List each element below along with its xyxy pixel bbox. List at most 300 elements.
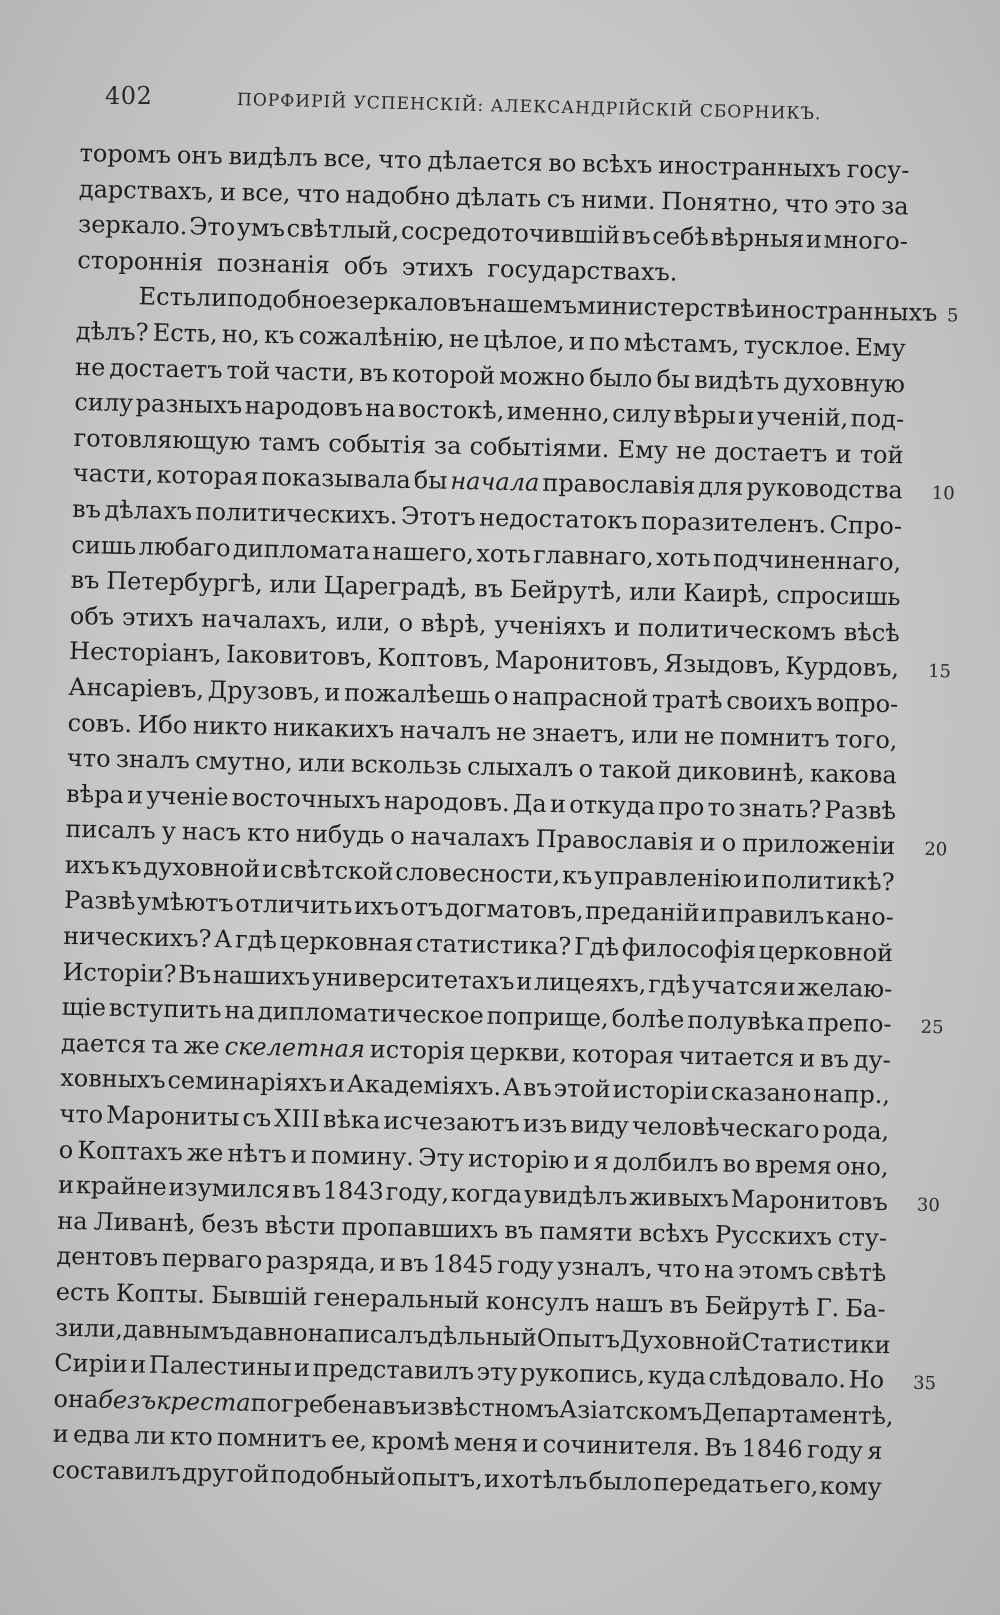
word: не	[683, 721, 715, 750]
word: себѣ	[652, 222, 710, 252]
word: ду-	[853, 1045, 892, 1075]
word: цѣлое,	[483, 325, 566, 356]
word: достаетъ	[109, 353, 223, 384]
word: познанія	[216, 248, 331, 280]
word: началахъ,	[201, 604, 329, 636]
word: политическомъ	[637, 613, 837, 646]
word: сосредоточившій	[400, 216, 621, 250]
word: учатся	[691, 970, 779, 1001]
word: хоть	[476, 538, 532, 569]
word: совъ.	[67, 708, 133, 738]
word: время	[754, 1149, 833, 1180]
word: объ	[69, 601, 115, 631]
word: своихъ	[726, 686, 813, 717]
word: начала	[450, 467, 540, 498]
word: видѣть	[693, 365, 780, 396]
word: достаетъ	[714, 437, 828, 468]
word: кано-	[825, 902, 895, 932]
word: поприще,	[486, 1001, 609, 1033]
word: вѣры	[673, 400, 737, 430]
word: исторію	[467, 1143, 570, 1175]
word: за	[880, 191, 909, 220]
word: дипломатическое	[257, 997, 485, 1030]
word: Спро-	[829, 510, 903, 541]
word: безъ	[201, 1209, 259, 1239]
word: вскользь	[350, 749, 463, 781]
word: 1843	[322, 1176, 385, 1206]
word: ническихъ?	[62, 921, 212, 953]
word: всѣхъ	[581, 149, 653, 179]
word: вѣсѣ	[843, 617, 901, 647]
word: вѣсти	[264, 1210, 336, 1241]
word: Курдовъ,	[785, 652, 900, 683]
word: Ансаріевъ,	[68, 672, 205, 704]
word: нашихъ	[212, 960, 311, 991]
word: свѣтлый,	[286, 214, 400, 245]
word: А	[502, 1073, 522, 1102]
word: слѣдовало.	[708, 1362, 847, 1394]
word: напр.,	[812, 1080, 891, 1110]
word: Исторіи?	[62, 957, 177, 988]
word: именно,	[506, 397, 611, 428]
word: и	[57, 1170, 75, 1200]
word: на	[224, 996, 256, 1026]
word: Да	[512, 788, 548, 818]
word: объ	[343, 251, 389, 281]
word: о	[58, 1135, 74, 1164]
word: руководства	[746, 473, 903, 505]
page-number: 402	[105, 82, 153, 110]
word: не	[448, 324, 480, 354]
word: дается	[60, 1028, 147, 1059]
word: рукопись,	[519, 1358, 646, 1390]
word: Это	[188, 212, 236, 242]
word: Ливанѣ,	[93, 1207, 196, 1238]
word: Бейрутѣ,	[509, 575, 623, 606]
word: дарствахъ,	[78, 174, 215, 206]
word: диковинѣ,	[676, 756, 806, 788]
word: перваго	[161, 1244, 263, 1275]
word: написалъ	[307, 1318, 429, 1350]
word: показывала	[261, 463, 412, 495]
word: ученіяхъ	[494, 610, 607, 641]
word: и	[573, 1146, 590, 1175]
line-number: 35	[912, 1372, 937, 1395]
word: подобный	[270, 1460, 397, 1491]
word: на	[365, 394, 396, 423]
line-number: 30	[916, 1194, 941, 1217]
word: церковная	[279, 926, 414, 958]
word: опытъ,	[396, 1462, 484, 1493]
word: желаю-	[797, 972, 893, 1003]
word: крайне	[75, 1171, 168, 1202]
word: я	[867, 1437, 883, 1466]
word: Друзовъ,	[207, 675, 321, 707]
word: памяти	[538, 1216, 633, 1247]
word: не	[675, 436, 707, 465]
word: Маронитовъ	[730, 1185, 889, 1217]
word: приложеніи	[742, 829, 896, 861]
word: изъ	[522, 1109, 568, 1139]
word: разряда,	[265, 1246, 377, 1277]
word: оно,	[835, 1151, 889, 1181]
word: гдѣ	[647, 969, 691, 999]
word: и	[219, 177, 237, 206]
word: я	[593, 1146, 610, 1175]
word: Ибо	[137, 709, 188, 739]
word: и	[700, 899, 718, 928]
word: погребена	[250, 1388, 383, 1420]
word: тратѣ	[651, 685, 723, 715]
word: догматовъ,	[444, 894, 585, 926]
word: дѣлъ?	[75, 316, 149, 347]
word: недостатокъ	[478, 503, 638, 535]
word: ученій,	[756, 402, 849, 433]
word: о	[390, 821, 406, 851]
word: нашего,	[372, 536, 475, 567]
word: востокѣ,	[397, 394, 505, 426]
word: Православія	[535, 824, 694, 857]
word: под-	[850, 404, 905, 434]
word: стороннія	[77, 245, 204, 277]
body-text	[51, 136, 959, 1506]
word: дѣлахъ	[104, 495, 193, 526]
word: Г.	[815, 1293, 840, 1323]
word: тамъ	[258, 427, 321, 457]
word: и	[743, 864, 760, 894]
word: другой	[181, 1458, 270, 1489]
word: въ	[504, 1215, 534, 1245]
word: и	[522, 1429, 539, 1459]
word: и	[52, 1420, 70, 1449]
word: которая	[156, 461, 259, 492]
word: умѣютъ	[136, 887, 235, 918]
word: и	[798, 1044, 816, 1073]
word: этой	[553, 1074, 612, 1104]
word: куда	[647, 1361, 707, 1391]
word: она	[53, 1384, 99, 1414]
word: въ	[447, 289, 477, 318]
word: же	[183, 1031, 221, 1060]
word: щіе	[61, 993, 107, 1022]
word: Есть,	[152, 318, 218, 348]
word: Академіяхъ.	[346, 1070, 502, 1102]
word: было	[588, 363, 653, 393]
word: о	[493, 681, 509, 711]
word: передать	[652, 1468, 769, 1499]
word: отъ	[400, 893, 444, 923]
word: той	[226, 355, 271, 385]
word: нибудь	[295, 819, 385, 850]
word: напрасной	[512, 682, 649, 713]
word: въ	[70, 566, 100, 595]
word: все,	[241, 177, 291, 208]
word: ли	[134, 1421, 166, 1451]
word: спросишь	[776, 580, 901, 612]
word: или	[631, 720, 679, 750]
word: бы	[656, 364, 691, 394]
word: гдѣ	[234, 925, 278, 955]
word: исторіи	[612, 1075, 710, 1106]
word: креста	[155, 1386, 251, 1417]
word: пропавшихъ	[341, 1212, 499, 1244]
word: Цареградѣ,	[323, 571, 468, 603]
word: къ	[111, 851, 142, 881]
word: и	[130, 1350, 147, 1379]
word: сказано	[710, 1077, 812, 1108]
word: свѣтѣ	[816, 1258, 887, 1288]
word: зеркало.	[77, 210, 188, 241]
word: части,	[72, 459, 154, 489]
word: Статистики	[741, 1327, 891, 1359]
line-number: 20	[924, 839, 948, 861]
word: меня	[453, 1428, 519, 1458]
word: 1846	[741, 1434, 803, 1464]
word: нѣтъ	[227, 1138, 287, 1169]
word: за	[433, 431, 462, 460]
word: помнитъ	[719, 722, 830, 753]
word: правилъ	[718, 900, 825, 931]
word: на	[56, 1206, 88, 1236]
word: онъ	[176, 141, 223, 170]
word: бы	[413, 466, 448, 496]
word: Сиріи	[54, 1348, 128, 1379]
word: и	[261, 854, 279, 884]
word: году	[497, 1251, 554, 1281]
word: знаетъ,	[531, 718, 627, 749]
word: такой	[598, 755, 672, 785]
word: что	[59, 1099, 104, 1129]
word: Коптахъ	[77, 1135, 184, 1166]
word: и	[835, 439, 852, 468]
word: и	[515, 966, 533, 996]
word: иностранныхъ	[754, 295, 938, 328]
word: народовъ	[244, 391, 364, 423]
word: силу	[74, 388, 134, 418]
word: Каирѣ,	[683, 578, 770, 609]
word: о	[398, 608, 414, 637]
word: извѣстномъ	[410, 1391, 560, 1424]
word: видѣлъ	[228, 142, 319, 172]
word: словесности,	[395, 857, 561, 890]
word: церковной	[758, 936, 894, 968]
word: ихъ	[353, 892, 400, 922]
word: и	[699, 828, 716, 857]
word: и	[613, 613, 631, 642]
word: едва	[72, 1420, 131, 1450]
word: вѣра	[65, 779, 125, 809]
word: этихъ	[401, 252, 474, 283]
word: Есть	[138, 282, 197, 312]
word: что	[66, 743, 111, 773]
line-number: 10	[931, 483, 955, 505]
word: Въ	[177, 959, 212, 989]
word: и	[568, 327, 586, 356]
word: никто	[192, 710, 268, 741]
word: подобное	[226, 284, 347, 315]
word: насъ	[181, 817, 242, 847]
word: Гдѣ	[573, 932, 620, 962]
word: или	[297, 748, 346, 778]
word: Ему	[617, 435, 669, 465]
word: свѣтской	[279, 855, 394, 886]
word: дѣлается	[427, 146, 543, 177]
word: кто	[246, 818, 291, 848]
word: или	[269, 570, 318, 600]
word: дентовъ	[56, 1242, 159, 1273]
word: того,	[834, 724, 898, 754]
word: давнымъ	[122, 1314, 235, 1346]
word: Несторіанъ,	[68, 637, 223, 669]
word: когда	[450, 1179, 523, 1209]
word: было	[588, 1466, 653, 1497]
word: тусклое.	[743, 330, 852, 362]
word: Понятно,	[661, 186, 780, 218]
word: что	[296, 179, 341, 209]
word: Копты.	[115, 1279, 206, 1309]
word: сишь	[71, 530, 137, 560]
word: зеркало	[345, 286, 448, 318]
word: все,	[323, 144, 373, 174]
word: это	[833, 190, 876, 220]
word: госу-	[846, 155, 910, 185]
word: увидѣлъ	[523, 1180, 628, 1211]
word: въ	[474, 574, 504, 604]
word: въ	[399, 1249, 429, 1278]
word: хоть	[655, 542, 711, 572]
word: есть	[55, 1277, 111, 1307]
word: и	[779, 972, 797, 1001]
word: не	[74, 352, 106, 382]
word: готовляющую	[73, 423, 251, 456]
word: Языдовъ,	[663, 649, 782, 681]
word: представилъ	[312, 1354, 475, 1386]
word: духовную	[783, 367, 906, 398]
word: же	[186, 1138, 224, 1167]
word: Бывшій	[210, 1281, 308, 1312]
word: политическихъ.	[195, 497, 398, 530]
word: знать?	[738, 793, 822, 824]
word: и	[549, 789, 567, 819]
word: Коптовъ,	[376, 643, 491, 675]
word: Ему	[855, 333, 906, 363]
word: никакихъ	[272, 712, 395, 744]
word: помнитъ	[216, 1423, 328, 1454]
word: писалъ	[65, 815, 157, 846]
word: откуда	[569, 790, 656, 820]
word: живыхъ	[628, 1182, 730, 1214]
word: году	[806, 1435, 864, 1466]
word: эту	[476, 1357, 518, 1387]
word: ли	[195, 283, 228, 313]
word: скелетная	[224, 1032, 366, 1064]
word: слыхалъ	[466, 752, 574, 783]
word: всѣхъ	[638, 1218, 710, 1249]
word: Русскихъ	[714, 1220, 833, 1251]
word: и	[290, 1140, 308, 1169]
word: и	[379, 1248, 397, 1278]
word: событіями.	[469, 431, 610, 463]
word: зили,	[54, 1313, 124, 1343]
word: помину.	[310, 1140, 415, 1171]
word: въ	[669, 1290, 699, 1320]
word: Марониты	[105, 1100, 240, 1132]
word: торомъ	[79, 138, 172, 169]
word: про	[658, 791, 705, 821]
word: то	[707, 792, 736, 822]
word: болѣе	[611, 1004, 685, 1035]
word: началъ	[399, 715, 492, 746]
word: подчиненнаго,	[712, 543, 902, 576]
word: Эту	[417, 1142, 465, 1172]
word: въ	[819, 1044, 850, 1074]
word: исторія	[369, 1035, 466, 1066]
word: сочинителя.	[542, 1430, 701, 1462]
word: семинаріяхъ	[167, 1066, 328, 1098]
word: для	[698, 472, 744, 502]
word: дѣлать	[455, 182, 542, 213]
word: и	[293, 1353, 311, 1383]
word: части,	[274, 356, 356, 387]
word: о	[721, 828, 737, 858]
line-number: 5	[946, 305, 959, 327]
word: А	[213, 925, 233, 954]
word: кромѣ	[371, 1426, 450, 1457]
word: ее,	[330, 1425, 368, 1455]
word: ученіе	[146, 781, 229, 811]
word: преданій	[585, 897, 700, 928]
word: съ	[242, 1103, 272, 1133]
word: на	[703, 1255, 735, 1285]
word: Но	[848, 1365, 885, 1395]
word: и	[483, 1464, 501, 1494]
word: и	[738, 402, 755, 431]
word: пожалѣешь	[343, 678, 491, 710]
word: во	[722, 1149, 751, 1178]
word: Въ	[703, 1433, 738, 1463]
word: или,	[335, 607, 392, 637]
word: и	[324, 678, 341, 707]
word: статистика?	[415, 929, 572, 961]
word: министерствѣ	[576, 291, 756, 324]
word: долбилъ	[612, 1147, 719, 1178]
word: его,	[769, 1470, 819, 1500]
word: церкви,	[469, 1037, 568, 1068]
word: университетахъ	[311, 962, 515, 995]
running-title: ПОРФИРІЙ УСПЕНСКІЙ: АЛЕКСАНДРІЙСКІЙ СБОРНИКЪ.	[236, 90, 822, 125]
word: что	[784, 189, 829, 219]
word: нашъ	[595, 1289, 664, 1319]
word: въ	[358, 358, 389, 388]
word: этомъ	[737, 1256, 814, 1287]
word: Іаковитовъ,	[225, 640, 374, 672]
word: Развѣ	[63, 886, 136, 916]
word: философія	[621, 933, 757, 965]
word: виду	[570, 1110, 630, 1140]
word: началахъ	[410, 822, 530, 853]
word: дипломата	[232, 533, 371, 565]
word: въ	[522, 1073, 553, 1103]
word: этихъ	[121, 602, 194, 633]
word: мѣстамъ,	[623, 328, 740, 359]
word: въ	[71, 494, 102, 524]
word: рода,	[822, 1115, 890, 1146]
word: о	[578, 754, 594, 783]
word: Развѣ	[824, 795, 897, 825]
line-number: 25	[920, 1017, 944, 1039]
word: Департаментѣ,	[702, 1398, 894, 1431]
word: ними.	[580, 185, 656, 215]
